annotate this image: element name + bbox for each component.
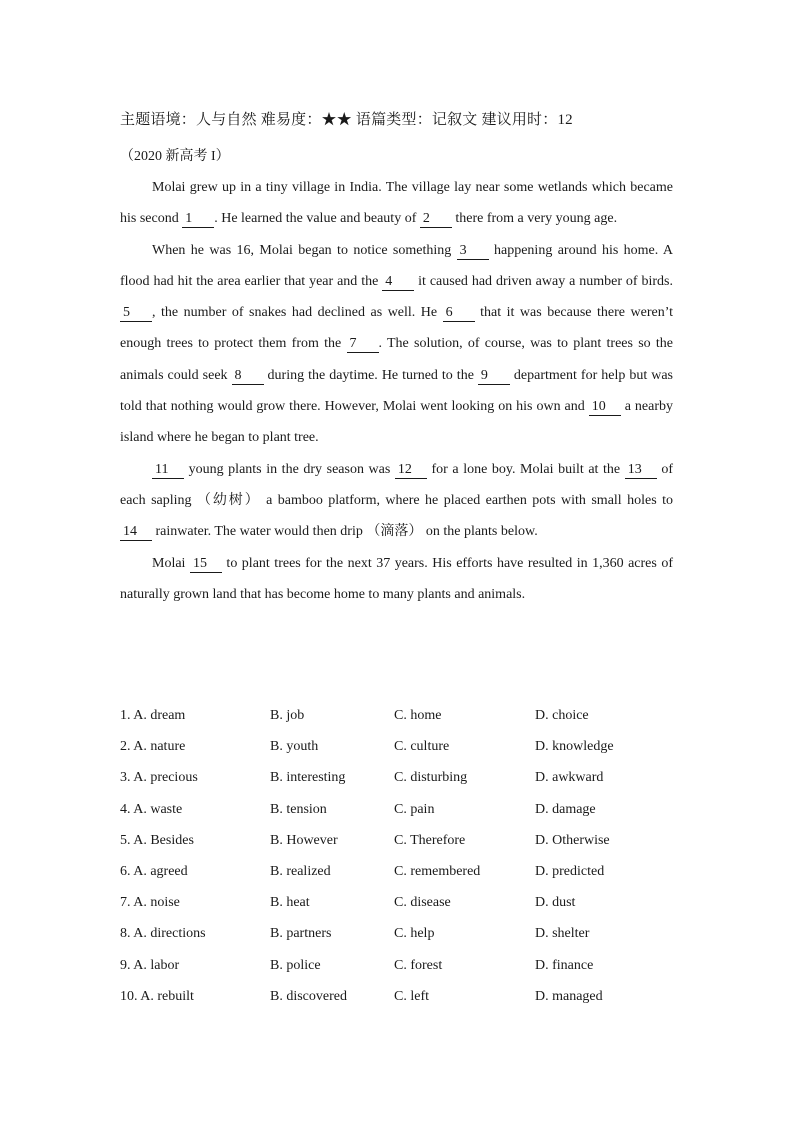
blank-10: 10	[589, 399, 621, 416]
blank-1: 1	[182, 211, 214, 228]
option-c: C. disease	[394, 895, 451, 911]
option-a: 7. A. noise	[120, 895, 180, 911]
blank-15: 15	[190, 556, 222, 573]
blank-11: 11	[152, 462, 184, 479]
passage-text: that it was because there weren’t enough trees to protect them from the	[120, 305, 673, 352]
option-c: C. disturbing	[394, 770, 468, 786]
option-a: 2. A. nature	[120, 739, 186, 755]
option-c: C. left	[394, 988, 429, 1004]
blank-2: 2	[420, 211, 452, 228]
option-b: B. police	[270, 957, 321, 973]
cloze-passage	[120, 172, 673, 610]
option-c: C. help	[394, 926, 435, 942]
question-row	[120, 856, 680, 887]
question-row	[120, 887, 680, 918]
passage-text: . The solution, of course, was to plant trees so the animals could seek	[120, 336, 674, 383]
option-b: B. discovered	[270, 988, 347, 1004]
passage-paragraph	[120, 235, 673, 454]
option-d: D. damage	[535, 801, 596, 817]
passage-text: Molai	[152, 555, 190, 571]
passage-text: to plant trees for the next 37 years. His efforts have resulted in 1,360 acres of naturally grown land that has become home to many plants and animals.	[120, 555, 673, 602]
option-c: C. forest	[394, 957, 443, 973]
option-a: 10. A. rebuilt	[120, 988, 194, 1004]
passage-text: , the number of snakes had declined as well. He	[152, 305, 443, 321]
option-a: 9. A. labor	[120, 957, 180, 973]
option-d: D. finance	[535, 957, 594, 973]
option-a: 3. A. precious	[120, 770, 198, 786]
passage-text: a nearby island where he began to plant tree.	[120, 399, 673, 446]
passage-text: young plants in the dry season was	[184, 461, 395, 477]
question-row	[120, 825, 680, 856]
passage-paragraph	[120, 548, 673, 611]
passage-text: during the daytime. He turned to the	[263, 367, 478, 383]
option-b: B. However	[270, 832, 338, 848]
option-a: 6. A. agreed	[120, 863, 188, 879]
passage-text: it caused had driven away a number of birds.	[414, 273, 673, 289]
option-a: 1. A. dream	[120, 708, 186, 723]
option-d: D. managed	[535, 988, 603, 1004]
question-row	[120, 950, 680, 981]
blank-4: 4	[382, 274, 414, 291]
option-b: B. partners	[270, 926, 332, 942]
blank-7: 7	[347, 336, 379, 353]
option-a: 8. A. directions	[120, 926, 206, 942]
passage-text: there from a very young age.	[451, 211, 618, 227]
option-c: C. Therefore	[394, 832, 466, 848]
option-b: B. tension	[270, 801, 327, 817]
passage-text: rainwater. The water would then drip （滴落） on the plants below.	[152, 524, 538, 540]
topic-header: 主题语境：人与自然 难易度：★★ 语篇类型：记叙文 建议用时：12	[120, 112, 573, 128]
option-a: 5. A. Besides	[120, 832, 194, 848]
passage-text: Molai grew up in a tiny village in India. The village lay near some wetlands which became his second	[120, 180, 673, 227]
passage-text: of each sapling （幼树） a bamboo platform, where he placed earthen pots with small holes to	[120, 461, 673, 508]
blank-13: 13	[625, 462, 657, 479]
option-b: B. heat	[270, 895, 310, 911]
blank-9: 9	[478, 368, 510, 385]
blank-5: 5	[120, 305, 152, 322]
question-row	[120, 918, 680, 949]
passage-text: When he was 16, Molai began to notice something	[152, 242, 457, 258]
option-d: D. knowledge	[535, 739, 614, 755]
option-d: D. shelter	[535, 926, 590, 942]
option-b: B. interesting	[270, 770, 346, 786]
option-c: C. culture	[394, 739, 450, 755]
option-c: C. remembered	[394, 863, 481, 879]
blank-14: 14	[120, 524, 152, 541]
blank-6: 6	[443, 305, 475, 322]
question-row	[120, 762, 680, 793]
passage-text: . He learned the value and beauty of	[214, 211, 420, 227]
option-b: B. youth	[270, 739, 319, 755]
question-row	[120, 700, 680, 731]
blank-8: 8	[232, 368, 264, 385]
passage-text: for a lone boy. Molai built at the	[426, 461, 625, 477]
option-b: B. realized	[270, 863, 331, 879]
question-row	[120, 981, 680, 1012]
option-c: C. pain	[394, 801, 435, 817]
question-row	[120, 731, 680, 762]
blank-3: 3	[457, 243, 489, 260]
options-list	[120, 700, 680, 1012]
passage-text: happening around his home. A flood had hit the area earlier that year and the	[120, 242, 673, 289]
option-b: B. job	[270, 708, 305, 723]
option-d: D. awkward	[535, 770, 604, 786]
option-d: D. Otherwise	[535, 832, 610, 848]
question-row	[120, 794, 680, 825]
passage-paragraph	[120, 454, 673, 548]
option-d: D. choice	[535, 708, 589, 723]
passage-text: department for help but was told that nothing would grow there. However, Molai went looking on his own and	[120, 367, 674, 415]
source-note: （2020 新高考 I）	[120, 149, 230, 164]
blank-12: 12	[395, 462, 427, 479]
passage-paragraph	[120, 172, 673, 235]
option-a: 4. A. waste	[120, 801, 183, 817]
option-c: C. home	[394, 708, 442, 723]
option-d: D. dust	[535, 895, 576, 911]
option-d: D. predicted	[535, 863, 605, 879]
